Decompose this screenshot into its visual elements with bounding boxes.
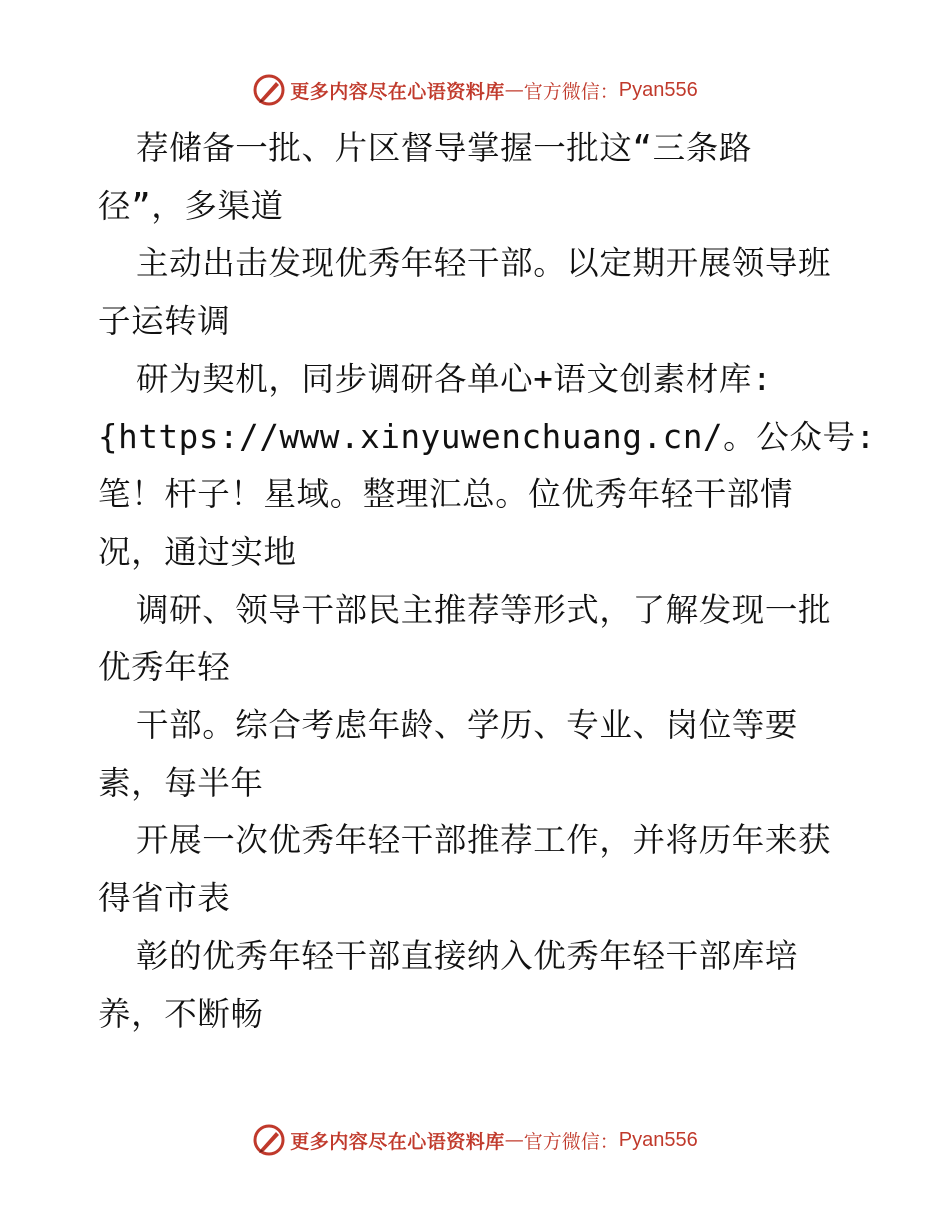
text-line: 荐储备一批、片区督导掌握一批这“三条路 (136, 129, 752, 167)
text-line: 研为契机，同步调研各单心+语文创素材库: (136, 359, 773, 398)
text-line: 笔！杆子！星域。整理汇总。位优秀年轻干部情 (98, 475, 794, 514)
text-line: 径”，多渠道 (98, 186, 284, 225)
footer-label: 官方微信： (523, 1130, 619, 1153)
text-line: 优秀年轻 (98, 648, 231, 687)
footer-wechat-id: Pyan556 (618, 1128, 698, 1151)
text-line: 子运转调 (98, 302, 231, 341)
document-body (98, 120, 876, 1043)
text-line: 况，通过实地 (98, 532, 297, 571)
pen-logo-icon (252, 1123, 286, 1157)
footer-text: 更多内容尽在心语资料库 (290, 1130, 505, 1153)
text-line: 彰的优秀年轻干部直接纳入优秀年轻干部库培 (136, 936, 799, 975)
text-line: 素，每半年 (98, 763, 264, 802)
text-line: {https://www.xinyuwenchuang.cn/。公众号: (98, 417, 876, 456)
text-line: 养，不断畅 (98, 994, 264, 1033)
header-separator: — (504, 79, 524, 101)
text-line: 主动出击发现优秀年轻干部。以定期开展领导班 (136, 244, 832, 283)
pen-logo-icon (252, 73, 286, 107)
footer-banner (0, 1120, 950, 1160)
text-line: 调研、领导干部民主推荐等形式，了解发现一批 (136, 590, 832, 629)
header-text: 更多内容尽在心语资料库 (290, 80, 505, 103)
text-line: 得省市表 (98, 879, 231, 918)
header-banner (0, 70, 950, 110)
footer-separator: — (504, 1129, 524, 1151)
text-line: 干部。综合考虑年龄、学历、专业、岗位等要 (136, 706, 799, 745)
text-line: 开展一次优秀年轻干部推荐工作，并将历年来获 (136, 821, 832, 860)
header-label: 官方微信： (523, 80, 619, 103)
header-wechat-id: Pyan556 (618, 78, 698, 101)
